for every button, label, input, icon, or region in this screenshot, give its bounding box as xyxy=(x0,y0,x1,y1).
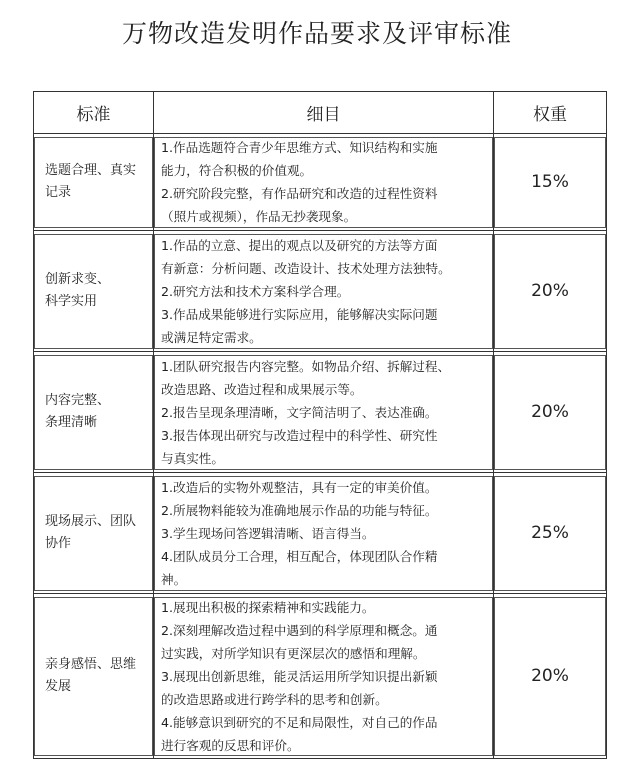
standard-cell xyxy=(34,473,154,594)
weight-value: 25% xyxy=(531,523,569,543)
details-cell xyxy=(154,352,494,473)
standard-line: 发展 xyxy=(45,679,72,694)
detail-line: 过实践，对所学知识有更深层次的感悟和理解。 xyxy=(161,645,426,661)
header-weight: 权重 xyxy=(494,92,607,134)
detail-line: 1.展现出积极的探索精神和实践能力。 xyxy=(161,599,375,615)
weight-value: 20% xyxy=(531,666,569,686)
standard-line: 现场展示、团队 xyxy=(45,514,137,529)
table-row xyxy=(34,594,607,759)
weight-cell xyxy=(494,352,607,473)
detail-line: 3.作品成果能够进行实际应用，能够解决实际问题 xyxy=(161,306,438,322)
weight-cell xyxy=(494,231,607,352)
table-row xyxy=(34,473,607,594)
detail-line: 1.团队研究报告内容完整。如物品介绍、拆解过程、 xyxy=(161,358,451,374)
detail-line: 2.报告呈现条理清晰，文字简洁明了、表达准确。 xyxy=(161,404,438,420)
standard-line: 创新求变、 xyxy=(45,272,111,287)
detail-line: 1.改造后的实物外观整洁，具有一定的审美价值。 xyxy=(161,479,438,495)
standard-line: 科学实用 xyxy=(45,294,98,309)
standard-cell xyxy=(34,594,154,759)
details-cell xyxy=(154,134,494,231)
standard-line: 内容完整、 xyxy=(45,393,111,408)
detail-line: 的改造思路或进行跨学科的思考和创新。 xyxy=(161,691,388,707)
page-title: 万物改造发明作品要求及评审标准 xyxy=(121,19,512,48)
detail-line: （照片或视频），作品无抄袭现象。 xyxy=(161,209,357,224)
weight-value: 15% xyxy=(531,172,569,192)
detail-line: 3.学生现场问答逻辑清晰、语言得当。 xyxy=(161,525,375,541)
standard-cell xyxy=(34,134,154,231)
detail-line: 神。 xyxy=(161,571,187,587)
detail-line: 1.作品选题符合青少年思维方式、知识结构和实施 xyxy=(161,140,438,155)
detail-line: 2.研究阶段完整，有作品研究和改造的过程性资料 xyxy=(161,186,438,201)
table-row xyxy=(34,134,607,231)
weight-cell xyxy=(494,134,607,231)
detail-line: 改造思路、改造过程和成果展示等。 xyxy=(161,381,363,397)
detail-line: 进行客观的反思和评价。 xyxy=(161,737,300,753)
header-details: 细目 xyxy=(154,92,494,134)
detail-line: 4.团队成员分工合理，相互配合，体现团队合作精 xyxy=(161,548,438,564)
standard-line: 协作 xyxy=(45,536,72,551)
standard-line: 选题合理、真实 xyxy=(45,163,137,178)
details-cell xyxy=(154,594,494,759)
header-standard: 标准 xyxy=(34,92,154,134)
table-row xyxy=(34,352,607,473)
weight-value: 20% xyxy=(531,281,569,301)
detail-line: 3.展现出创新思维，能灵活运用所学知识提出新颖 xyxy=(161,668,438,684)
detail-line: 与真实性。 xyxy=(161,450,224,466)
standard-line: 条理清晰 xyxy=(45,415,98,430)
weight-cell xyxy=(494,473,607,594)
weight-value: 20% xyxy=(531,402,569,422)
standard-cell xyxy=(34,352,154,473)
detail-line: 3.报告体现出研究与改造过程中的科学性、研究性 xyxy=(161,427,438,443)
standard-cell xyxy=(34,231,154,352)
detail-line: 2.深刻理解改造过程中遇到的科学原理和概念。通 xyxy=(161,622,438,638)
detail-line: 或满足特定需求。 xyxy=(161,329,262,345)
detail-line: 1.作品的立意、提出的观点以及研究的方法等方面 xyxy=(161,237,438,253)
criteria-table xyxy=(33,91,607,759)
detail-line: 能力，符合积极的价值观。 xyxy=(161,163,313,178)
table-header-row xyxy=(34,92,607,134)
details-cell xyxy=(154,473,494,594)
detail-line: 有新意：分析问题、改造设计、技术处理方法独特。 xyxy=(161,260,451,276)
weight-cell xyxy=(494,594,607,759)
detail-line: 2.研究方法和技术方案科学合理。 xyxy=(161,283,350,299)
detail-line: 4.能够意识到研究的不足和局限性，对自己的作品 xyxy=(161,714,438,730)
table-row xyxy=(34,231,607,352)
standard-line: 亲身感悟、思维 xyxy=(45,657,137,672)
standard-line: 记录 xyxy=(45,185,72,200)
detail-line: 2.所展物料能较为准确地展示作品的功能与特征。 xyxy=(161,502,438,518)
details-cell xyxy=(154,231,494,352)
